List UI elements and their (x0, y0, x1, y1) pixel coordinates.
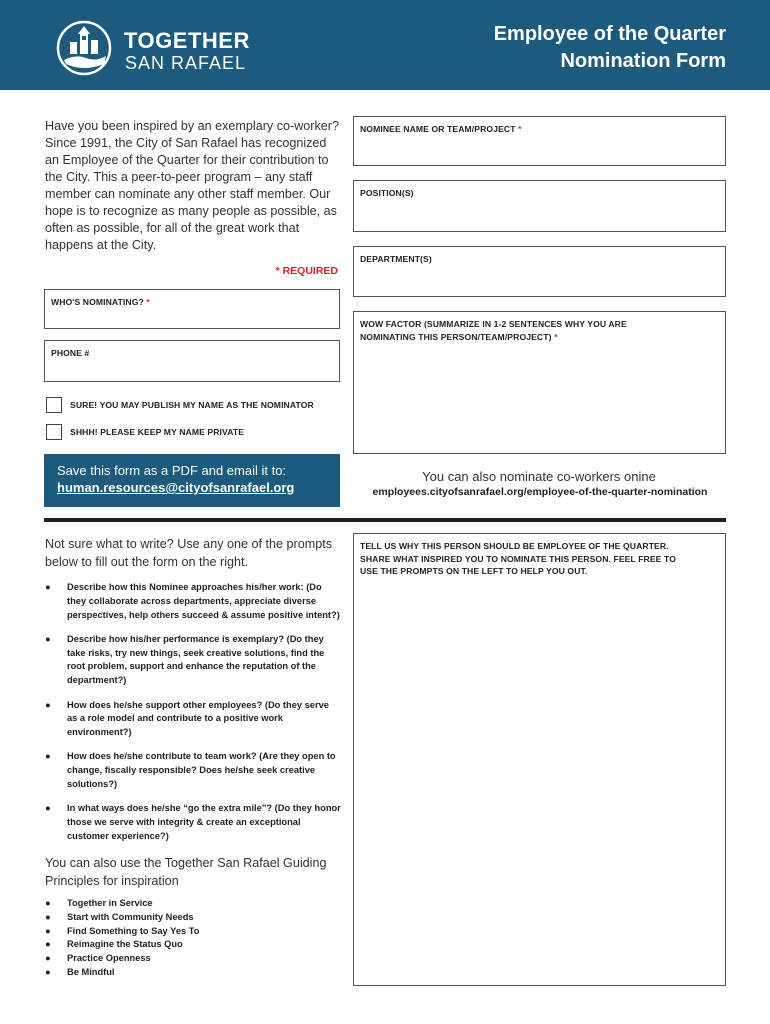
online-nomination-url[interactable]: employees.cityofsanrafael.org/employee-of-the-quarter-nomination (372, 486, 708, 498)
list-item: ● Describe how his/her performance is exemplary? (Do they take risks, try new things, seek creative solutions, find the root problem, support and enhance the reputation of the department?) (45, 633, 325, 686)
publish-name-checkbox[interactable] (46, 397, 62, 413)
wow-factor-field[interactable] (353, 311, 726, 454)
wow-factor-label: WOW FACTOR (SUMMARIZE IN 1-2 SENTENCES WHY YOU ARE NOMINATING THIS PERSON/TEAM/PROJECT) * (360, 319, 627, 342)
required-note: * REQUIRED (275, 265, 338, 277)
bullet-icon: ● (45, 966, 51, 977)
prompt-list (45, 581, 341, 854)
list-item: ● Together in Service (45, 897, 341, 911)
nominee-field[interactable] (353, 116, 726, 166)
prompts-intro: Not sure what to write? Use any one of the prompts below to fill out the form on the right. (45, 537, 332, 569)
principles-intro: You can also use the Together San Rafael Guiding Principles for inspiration (45, 856, 327, 888)
positions-label: POSITION(S) (360, 188, 414, 198)
list-item: ● Start with Community Needs (45, 911, 341, 925)
bullet-icon: ● (45, 925, 51, 936)
bullet-icon: ● (45, 699, 51, 710)
departments-field[interactable] (353, 246, 726, 297)
nominee-label: NOMINEE NAME OR TEAM/PROJECT * (360, 124, 522, 134)
page-title (494, 21, 726, 75)
publish-name-option[interactable] (46, 397, 314, 413)
bullet-icon: ● (45, 911, 51, 922)
tell-us-field[interactable] (353, 533, 726, 986)
email-link[interactable]: human.resources@cityofsanrafael.org (57, 480, 295, 495)
bullet-icon: ● (45, 751, 51, 762)
bullet-icon: ● (45, 633, 51, 644)
nominator-label: WHO'S NOMINATING? * (51, 297, 150, 307)
header-banner (0, 0, 770, 90)
list-item: ● Reimagine the Status Quo (45, 938, 341, 952)
private-name-label: SHHH! PLEASE KEEP MY NAME PRIVATE (70, 427, 245, 437)
list-item: ● Describe how this Nominee approaches his/her work: (Do they collaborate across departments, appreciate diverse perspectives, help others succeed & assume positive intent?) (45, 582, 340, 620)
principles-list (45, 897, 341, 980)
private-name-checkbox[interactable] (46, 424, 62, 440)
phone-field[interactable] (44, 340, 340, 382)
intro-paragraph: Have you been inspired by an exemplary co-worker? Since 1991, the City of San Rafael has recognized an Employee of the Quarter for their contribution to the City. This a peer-to-peer program – any staff member can nominate any other staff member. Our hope is to recognize as many people as possible, as often as possible, for all of the great work that happens at the City. (45, 119, 340, 252)
bullet-icon: ● (45, 803, 51, 814)
list-item: ● Be Mindful (45, 966, 341, 980)
departments-label: DEPARTMENT(S) (360, 254, 432, 264)
private-name-option[interactable] (46, 424, 244, 440)
email-instructions-box (44, 454, 340, 507)
san-rafael-logo-icon (56, 20, 112, 76)
list-item: ● In what ways does he/she “go the extra mile”? (Do they honor those we serve with integrity & create an exceptional customer experience?) (45, 803, 341, 841)
list-item: ● How does he/she contribute to team work? (Are they open to change, fiscally responsible? Does he/she seek creative solutions?) (45, 751, 336, 790)
online-nomination-text: You can also nominate co-workers onine (422, 469, 656, 484)
tell-us-label: TELL US WHY THIS PERSON SHOULD BE EMPLOYEE OF THE QUARTER. SHARE WHAT INSPIRED YOU TO NOMINATE THIS PERSON. FEEL FREE TO USE THE PROMPTS ON THE LEFT TO HELP YOU OUT. (360, 541, 676, 576)
nominator-field[interactable] (44, 289, 340, 329)
logo-text-together: TOGETHER (124, 28, 250, 53)
bullet-icon: ● (45, 898, 51, 908)
logo-text-san-rafael: SAN RAFAEL (125, 53, 247, 73)
bullet-icon: ● (45, 953, 51, 964)
positions-field[interactable] (353, 180, 726, 232)
bullet-icon: ● (45, 582, 51, 592)
phone-label: PHONE # (51, 348, 90, 358)
publish-name-label: SURE! YOU MAY PUBLISH MY NAME AS THE NOMINATOR (70, 400, 314, 410)
list-item: ● Find Something to Say Yes To (45, 925, 341, 939)
section-divider (44, 518, 726, 522)
bullet-icon: ● (45, 939, 51, 950)
list-item: ● Practice Openness (45, 952, 341, 966)
list-item: ● How does he/she support other employees? (Do they serve as a role model and contribute to a positive work environment?) (45, 699, 329, 738)
title-line-1: Employee of the Quarter (493, 23, 726, 45)
title-line-2: Nomination Form (560, 50, 726, 72)
email-instructions-text: Save this form as a PDF and email it to: (57, 463, 287, 478)
